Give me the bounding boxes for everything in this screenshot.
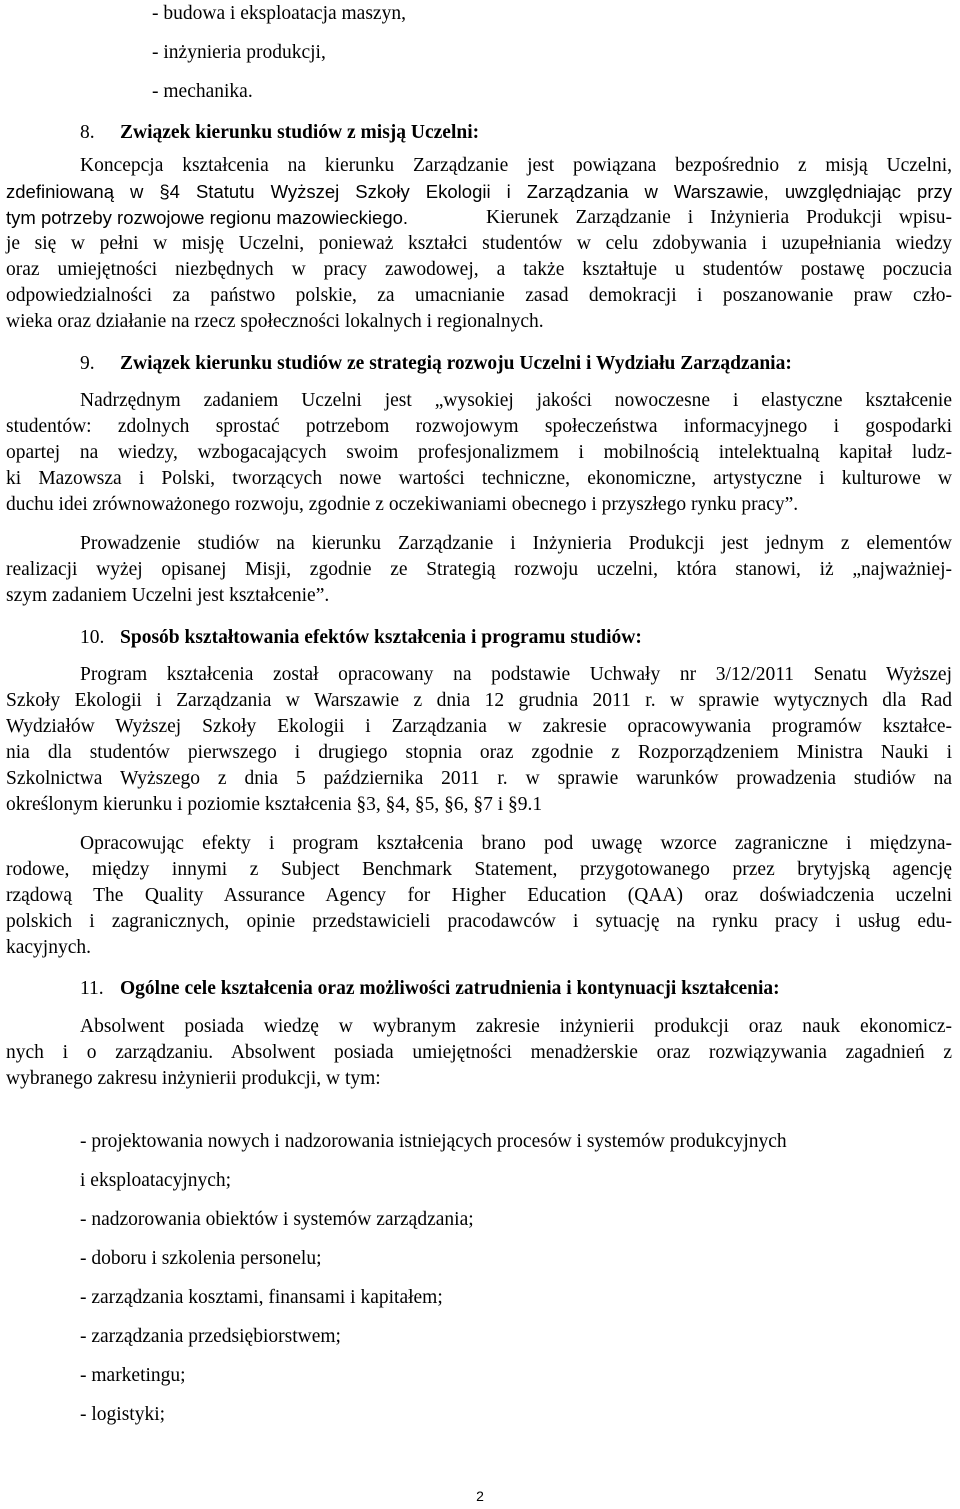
section-9-p1-line: opartej na wiedzy, wzbogacających swoim profesjonalizmem i mobilnością intelektualną kapitał ludz- (6, 442, 952, 463)
section-11-p1-line: wybranego zakresu inżynierii produkcji, w tym: (6, 1068, 381, 1089)
top-list-item: - budowa i eksploatacja maszyn, (152, 3, 406, 24)
section-11-list-item: - logistyki; (80, 1404, 166, 1425)
section-8-line: tym potrzeby rozwojowe regionu mazowieckiego. (6, 207, 409, 228)
section-9-p1-line: Nadrzędnym zadaniem Uczelni jest „wysokiej jakości nowoczesne i elastyczne kształcenie (80, 390, 952, 411)
section-11-heading: Ogólne cele kształcenia oraz możliwości zatrudnienia i kontynuacji kształcenia: (120, 978, 780, 999)
section-11-p1-line: nych i o zarządzaniu. Absolwent posiada umiejętności menadżerskie oraz rozwiązywania zagadnień z (6, 1042, 952, 1063)
section-8-line: Koncepcja kształcenia na kierunku Zarządzanie jest powiązana bezpośrednio z misją Uczelni, (80, 155, 952, 176)
section-9-number: 9. (80, 353, 95, 374)
section-11-p1-line: Absolwent posiada wiedzę w wybranym zakresie inżynierii produkcji oraz nauk ekonomicz- (80, 1016, 952, 1037)
section-9-heading: Związek kierunku studiów ze strategią rozwoju Uczelni i Wydziału Zarządzania: (120, 353, 792, 374)
section-11-list-item: i eksploatacyjnych; (80, 1170, 232, 1191)
section-10-heading: Sposób kształtowania efektów kształcenia i programu studiów: (120, 627, 642, 648)
section-9-p2-line: realizacji wyżej opisanej Misji, zgodnie ze Strategią rozwoju uczelni, która stanowi, iż „najważniej- (6, 559, 952, 580)
section-8-line: Kierunek Zarządzanie i Inżynieria Produkcji wpisu- (486, 207, 952, 228)
section-9-p1-line: ki Mazowsza i Polski, tworzących nowe wartości techniczne, ekonomiczne, artystyczne i kulturowe w (6, 468, 952, 489)
section-10-p1-line: Wydziałów Wyższej Szkoły Ekologii i Zarządzania w zakresie opracowywania programów kształce- (6, 716, 952, 737)
top-list-item: - mechanika. (152, 81, 253, 102)
section-10-p1-line: Szkolnictwa Wyższego z dnia 5 października 2011 r. w sprawie warunków prowadzenia studiów na (6, 768, 952, 789)
section-10-p1-line: określonym kierunku i poziomie kształcenia §3, §4, §5, §6, §7 i §9.1 (6, 794, 543, 815)
section-8-number: 8. (80, 122, 95, 143)
section-8-line: je się w pełni w misję Uczelni, ponieważ kształci studentów w celu zdobywania i uzupełniania wiedzy (6, 233, 952, 254)
section-11-list-item: - doboru i szkolenia personelu; (80, 1248, 322, 1269)
page-number: 2 (476, 1488, 484, 1504)
section-10-p2-line: rządową The Quality Assurance Agency for Higher Education (QAA) oraz doświadczenia uczelni (6, 885, 952, 906)
section-11-list-item: - marketingu; (80, 1365, 186, 1386)
top-list-item: - inżynieria produkcji, (152, 42, 326, 63)
section-10-p2-line: kacyjnych. (6, 937, 92, 958)
section-11-list-item: - zarządzania przedsiębiorstwem; (80, 1326, 341, 1347)
section-10-number: 10. (80, 627, 105, 648)
section-10-p2-line: rodowe, między innymi z Subject Benchmark Statement, przygotowanego przez brytyjską agencję (6, 859, 952, 880)
section-10-p1-line: Program kształcenia został opracowany na podstawie Uchwały nr 3/12/2011 Senatu Wyższej (80, 664, 952, 685)
section-9-p2-line: Prowadzenie studiów na kierunku Zarządzanie i Inżynieria Produkcji jest jednym z elementów (80, 533, 952, 554)
section-8-line: odpowiedzialności za państwo polskie, za umacnianie zasad demokracji i poszanowanie praw czło- (6, 285, 952, 306)
section-8-heading: Związek kierunku studiów z misją Uczelni: (120, 122, 480, 143)
section-9-p2-line: szym zadaniem Uczelni jest kształcenie”. (6, 585, 330, 606)
section-10-p1-line: Szkoły Ekologii i Zarządzania w Warszawie z dnia 12 grudnia 2011 r. w sprawie wytycznych dla Rad (6, 690, 952, 711)
section-9-p1-line: duchu idei zrównoważonego rozwoju, zgodnie z oczekiwaniami obecnego i przyszłego rynku pracy”. (6, 494, 799, 515)
section-8-line: oraz umiejętności niezbędnych w pracy zawodowej, a także kształtuje u studentów postawę poczucia (6, 259, 952, 280)
section-11-number: 11. (80, 978, 104, 999)
section-11-list-item: - projektowania nowych i nadzorowania istniejących procesów i systemów produkcyjnych (80, 1131, 787, 1152)
section-10-p2-line: polskich i zagranicznych, opinie przedstawicieli pracodawców i sytuację na rynku pracy i usług edu- (6, 911, 952, 932)
section-10-p1-line: nia dla studentów pierwszego i drugiego stopnia oraz zgodnie z Rozporządzeniem Ministra Nauki i (6, 742, 952, 763)
section-10-p2-line: Opracowując efekty i program kształcenia brano pod uwagę wzorce zagraniczne i międzyna- (80, 833, 952, 854)
section-8-line: zdefiniowaną w §4 Statutu Wyższej Szkoły Ekologii i Zarządzania w Warszawie, uwzględniając przy (6, 181, 952, 202)
section-8-line: wieka oraz działanie na rzecz społeczności lokalnych i regionalnych. (6, 311, 544, 332)
section-11-list-item: - nadzorowania obiektów i systemów zarządzania; (80, 1209, 474, 1230)
section-9-p1-line: studentów: zdolnych sprostać potrzebom rozwojowym społeczeństwa informacyjnego i gospodarki (6, 416, 952, 437)
section-11-list-item: - zarządzania kosztami, finansami i kapitałem; (80, 1287, 443, 1308)
